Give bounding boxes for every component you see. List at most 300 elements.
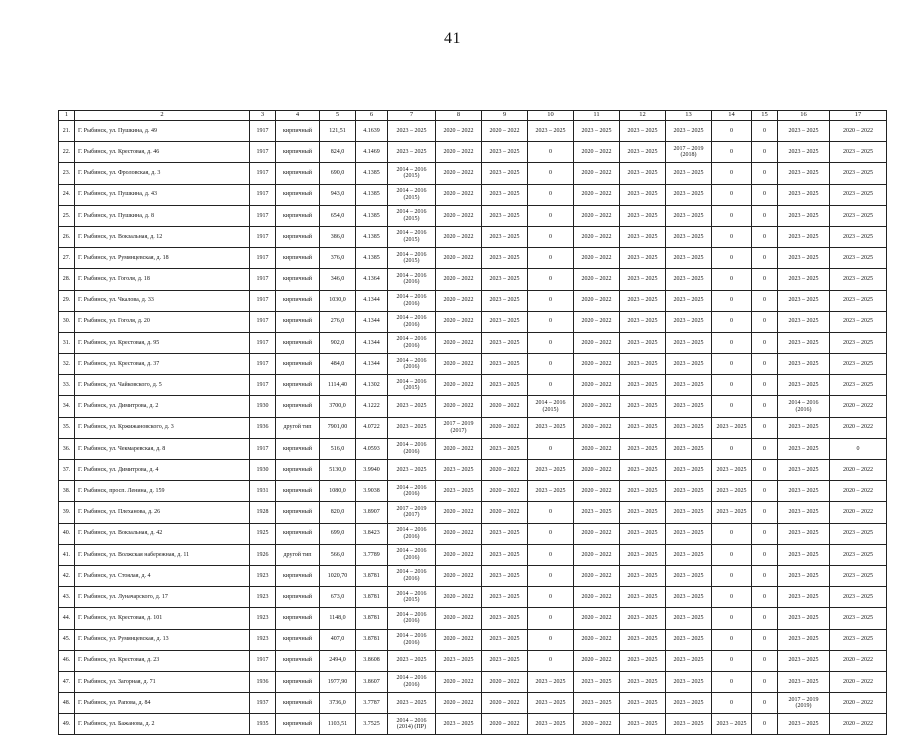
table-cell: 2023 – 2025 xyxy=(528,671,574,692)
table-cell: кирпичный xyxy=(276,587,320,608)
address-cell: Г. Рыбинск, ул. Пушкина, д. 43 xyxy=(75,184,250,205)
table-cell: 32. xyxy=(59,354,75,375)
table-cell: 0 xyxy=(712,290,752,311)
table-cell: 2023 – 2025 xyxy=(620,184,666,205)
table-cell: 654,0 xyxy=(320,205,356,226)
table-cell: 1917 xyxy=(250,226,276,247)
column-header: 16 xyxy=(778,111,830,121)
table-cell: 1923 xyxy=(250,565,276,586)
table-cell: 2020 – 2022 xyxy=(830,502,887,523)
column-header: 10 xyxy=(528,111,574,121)
table-cell: 2020 – 2022 xyxy=(574,587,620,608)
table-cell: 0 xyxy=(712,184,752,205)
table-cell: 2014 – 2016 (2016) xyxy=(388,608,436,629)
table-cell: 2023 – 2025 xyxy=(666,269,712,290)
table-cell: 2020 – 2022 xyxy=(574,375,620,396)
table-cell: 2023 – 2025 xyxy=(620,205,666,226)
table-cell: 2023 – 2025 xyxy=(436,481,482,502)
column-header: 4 xyxy=(276,111,320,121)
table-cell: 2023 – 2025 xyxy=(666,629,712,650)
table-row xyxy=(59,269,887,290)
table-cell: 2023 – 2025 xyxy=(666,163,712,184)
table-cell: 1923 xyxy=(250,587,276,608)
table-cell: 0 xyxy=(752,608,778,629)
table-row xyxy=(59,460,887,481)
address-cell: Г. Рыбинск, ул. Вокзальная, д. 12 xyxy=(75,226,250,247)
table-cell: 484,0 xyxy=(320,354,356,375)
table-row xyxy=(59,163,887,184)
table-cell: 2023 – 2025 xyxy=(620,332,666,353)
table-cell: 2023 – 2025 xyxy=(482,523,528,544)
table-cell: 1977,90 xyxy=(320,671,356,692)
table-cell: 0 xyxy=(712,396,752,417)
table-cell: 2020 – 2022 xyxy=(436,396,482,417)
table-cell: 2023 – 2025 xyxy=(666,375,712,396)
table-cell: 0 xyxy=(528,142,574,163)
table-cell: 30. xyxy=(59,311,75,332)
table-cell: 2023 – 2025 xyxy=(620,375,666,396)
table-cell: 2023 – 2025 xyxy=(778,460,830,481)
table-cell: 0 xyxy=(528,650,574,671)
table-cell: 0 xyxy=(830,438,887,459)
table-cell: 1080,0 xyxy=(320,481,356,502)
address-cell: Г. Рыбинск, ул. Димитрова, д. 2 xyxy=(75,396,250,417)
table-row xyxy=(59,226,887,247)
table-cell: кирпичный xyxy=(276,290,320,311)
table-cell: 0 xyxy=(528,226,574,247)
table-cell: 2023 – 2025 xyxy=(778,205,830,226)
table-cell: 2023 – 2025 xyxy=(574,693,620,714)
table-cell: кирпичный xyxy=(276,671,320,692)
table-cell: 376,0 xyxy=(320,248,356,269)
column-header: 12 xyxy=(620,111,666,121)
table-cell: 31. xyxy=(59,332,75,353)
table-cell: 2023 – 2025 xyxy=(778,565,830,586)
table-cell: 2023 – 2025 xyxy=(778,544,830,565)
column-header: 5 xyxy=(320,111,356,121)
table-cell: 0 xyxy=(752,671,778,692)
table-cell: 516,0 xyxy=(320,438,356,459)
table-cell: 2023 – 2025 xyxy=(482,163,528,184)
table-cell: 2023 – 2025 xyxy=(830,248,887,269)
table-cell: 1917 xyxy=(250,184,276,205)
table-cell: 2020 – 2022 xyxy=(574,226,620,247)
table-cell: 2023 – 2025 xyxy=(620,226,666,247)
table-cell: 2023 – 2025 xyxy=(482,375,528,396)
table-cell: 2023 – 2025 xyxy=(620,163,666,184)
table-cell: 1917 xyxy=(250,121,276,142)
table-cell: 2023 – 2025 xyxy=(482,544,528,565)
address-cell: Г. Рыбинск, ул. Гоголя, д. 18 xyxy=(75,269,250,290)
table-cell: 2023 – 2025 xyxy=(666,184,712,205)
table-cell: 3.8781 xyxy=(356,565,388,586)
table-cell: 3.7525 xyxy=(356,714,388,735)
table-cell: 2020 – 2022 xyxy=(830,714,887,735)
table-cell: кирпичный xyxy=(276,332,320,353)
table-cell: 2023 – 2025 xyxy=(620,587,666,608)
table-cell: 3.8781 xyxy=(356,629,388,650)
table-cell: 2023 – 2025 xyxy=(620,629,666,650)
table-cell: 2023 – 2025 xyxy=(666,248,712,269)
table-cell: 2023 – 2025 xyxy=(778,375,830,396)
table-cell: 2014 – 2016 (2015) xyxy=(388,226,436,247)
table-cell: 0 xyxy=(528,184,574,205)
table-cell: 2014 – 2016 (2015) xyxy=(388,184,436,205)
table-cell: 25. xyxy=(59,205,75,226)
table-cell: 4.1385 xyxy=(356,184,388,205)
table-cell: 2023 – 2025 xyxy=(528,714,574,735)
address-cell: Г. Рыбинск, ул. Фроловская, д. 3 xyxy=(75,163,250,184)
table-cell: 386,0 xyxy=(320,226,356,247)
table-cell: 0 xyxy=(752,693,778,714)
table-cell: 2023 – 2025 xyxy=(574,502,620,523)
table-cell: 2023 – 2025 xyxy=(482,142,528,163)
table-cell: 2023 – 2025 xyxy=(666,523,712,544)
table-cell: 2023 – 2025 xyxy=(620,269,666,290)
table-cell: кирпичный xyxy=(276,311,320,332)
table-cell: 37. xyxy=(59,460,75,481)
table-cell: 0 xyxy=(528,248,574,269)
table-cell: 2023 – 2025 xyxy=(778,311,830,332)
table-cell: 2023 – 2025 xyxy=(528,121,574,142)
table-cell: 2020 – 2022 xyxy=(482,396,528,417)
table-cell: 1930 xyxy=(250,396,276,417)
table-cell: 2014 – 2016 (2015) xyxy=(388,248,436,269)
table-cell: 2020 – 2022 xyxy=(830,460,887,481)
column-header: 7 xyxy=(388,111,436,121)
table-body xyxy=(59,121,887,735)
table-cell: кирпичный xyxy=(276,608,320,629)
table-cell: 690,0 xyxy=(320,163,356,184)
table-cell: 0 xyxy=(752,523,778,544)
address-cell: Г. Рыбинск, ул. Загорная, д. 71 xyxy=(75,671,250,692)
table-cell: 2023 – 2025 xyxy=(778,629,830,650)
table-cell: 2023 – 2025 xyxy=(388,417,436,438)
table-cell: 29. xyxy=(59,290,75,311)
table-cell: 0 xyxy=(752,269,778,290)
table-cell: 2014 – 2016 (2016) xyxy=(388,269,436,290)
table-cell: 2023 – 2025 xyxy=(666,290,712,311)
table-cell: 2020 – 2022 xyxy=(436,248,482,269)
table-cell: 4.1385 xyxy=(356,248,388,269)
address-cell: Г. Рыбинск, ул. Стоялая, д. 4 xyxy=(75,565,250,586)
table-cell: 2023 – 2025 xyxy=(388,121,436,142)
table-cell: 2023 – 2025 xyxy=(482,290,528,311)
table-cell: 2020 – 2022 xyxy=(436,290,482,311)
table-cell: 0 xyxy=(752,544,778,565)
table-cell: 2020 – 2022 xyxy=(574,544,620,565)
table-cell: 2020 – 2022 xyxy=(574,481,620,502)
table-cell: 3.9038 xyxy=(356,481,388,502)
table-cell: 2023 – 2025 xyxy=(620,544,666,565)
table-cell: 26. xyxy=(59,226,75,247)
table-cell: 2023 – 2025 xyxy=(620,671,666,692)
table-cell: 0 xyxy=(528,375,574,396)
address-cell: Г. Рыбинск, ул. Луначарского, д. 17 xyxy=(75,587,250,608)
table-cell: 0 xyxy=(752,481,778,502)
table-cell: 2023 – 2025 xyxy=(830,354,887,375)
table-cell: 673,0 xyxy=(320,587,356,608)
table-cell: 2020 – 2022 xyxy=(574,714,620,735)
table-cell: 1030,0 xyxy=(320,290,356,311)
table-cell: 2023 – 2025 xyxy=(620,565,666,586)
table-row xyxy=(59,438,887,459)
table-cell: 2023 – 2025 xyxy=(666,332,712,353)
table-cell: 0 xyxy=(528,269,574,290)
table-cell: 2023 – 2025 xyxy=(620,417,666,438)
table-cell: 2023 – 2025 xyxy=(830,375,887,396)
table-cell: 2020 – 2022 xyxy=(574,565,620,586)
table-cell: 0 xyxy=(752,438,778,459)
table-cell: 2023 – 2025 xyxy=(712,417,752,438)
table-cell: 2023 – 2025 xyxy=(666,671,712,692)
table-cell: 2017 – 2019 (2017) xyxy=(388,502,436,523)
table-cell: 1917 xyxy=(250,142,276,163)
table-cell: 2020 – 2022 xyxy=(574,650,620,671)
table-cell: 2023 – 2025 xyxy=(830,332,887,353)
table-cell: 2023 – 2025 xyxy=(666,502,712,523)
table-cell: 3.7789 xyxy=(356,544,388,565)
table-cell: 2023 – 2025 xyxy=(666,438,712,459)
table-cell: 2023 – 2025 xyxy=(620,714,666,735)
table-cell: 2014 – 2016 (2016) xyxy=(388,354,436,375)
table-cell: 2023 – 2025 xyxy=(620,481,666,502)
address-cell: Г. Рыбинск, ул. Пушкина, д. 8 xyxy=(75,205,250,226)
table-cell: 0 xyxy=(712,332,752,353)
table-cell: кирпичный xyxy=(276,226,320,247)
table-cell: 2023 – 2025 xyxy=(778,248,830,269)
table-cell: 2020 – 2022 xyxy=(436,671,482,692)
table-cell: 0 xyxy=(528,502,574,523)
table-cell: 2017 – 2019 (2018) xyxy=(666,142,712,163)
table-cell: 1935 xyxy=(250,714,276,735)
table-cell: 2014 – 2016 (2016) xyxy=(388,544,436,565)
table-cell: 0 xyxy=(528,332,574,353)
table-cell: 2014 – 2016 (2015) xyxy=(528,396,574,417)
table-cell: 2023 – 2025 xyxy=(778,608,830,629)
table-cell: 2014 – 2016 (2015) xyxy=(388,205,436,226)
table-cell: кирпичный xyxy=(276,502,320,523)
table-cell: 4.1639 xyxy=(356,121,388,142)
table-cell: 0 xyxy=(752,587,778,608)
table-cell: 0 xyxy=(752,714,778,735)
table-cell: 2020 – 2022 xyxy=(482,502,528,523)
table-cell: 1917 xyxy=(250,311,276,332)
table-cell: 1930 xyxy=(250,460,276,481)
address-cell: Г. Рыбинск, ул. Крестовая, д. 37 xyxy=(75,354,250,375)
table-cell: 0 xyxy=(528,438,574,459)
data-table xyxy=(58,110,887,735)
table-cell: 4.0593 xyxy=(356,438,388,459)
table-cell: 2023 – 2025 xyxy=(666,226,712,247)
table-cell: 2023 – 2025 xyxy=(620,460,666,481)
table-cell: 4.1469 xyxy=(356,142,388,163)
table-cell: 2014 – 2016 (2016) xyxy=(388,481,436,502)
table-cell: 2020 – 2022 xyxy=(574,332,620,353)
address-cell: Г. Рыбинск, ул. Чайковского, д. 5 xyxy=(75,375,250,396)
table-cell: 0 xyxy=(528,523,574,544)
address-cell: Г. Рыбинск, ул. Волжская набережная, д. 11 xyxy=(75,544,250,565)
table-cell: кирпичный xyxy=(276,269,320,290)
table-cell: 2023 – 2025 xyxy=(620,142,666,163)
table-row xyxy=(59,587,887,608)
table-cell: 2020 – 2022 xyxy=(436,629,482,650)
table-cell: 2020 – 2022 xyxy=(436,438,482,459)
table-cell: 2023 – 2025 xyxy=(620,311,666,332)
table-cell: 2023 – 2025 xyxy=(482,226,528,247)
table-cell: 3.8423 xyxy=(356,523,388,544)
table-cell: 4.1344 xyxy=(356,332,388,353)
table-cell: 2023 – 2025 xyxy=(620,608,666,629)
table-cell: 2023 – 2025 xyxy=(830,587,887,608)
table-cell: 4.1385 xyxy=(356,205,388,226)
table-cell: 0 xyxy=(712,587,752,608)
table-cell: 36. xyxy=(59,438,75,459)
table-cell: 2020 – 2022 xyxy=(574,396,620,417)
table-cell: 24. xyxy=(59,184,75,205)
table-cell: 0 xyxy=(712,375,752,396)
table-cell: 4.1344 xyxy=(356,354,388,375)
table-cell: 2023 – 2025 xyxy=(666,354,712,375)
table-row xyxy=(59,332,887,353)
address-cell: Г. Рыбинск, ул. Пушкина, д. 49 xyxy=(75,121,250,142)
table-cell: 2023 – 2025 xyxy=(620,121,666,142)
table-cell: 824,0 xyxy=(320,142,356,163)
table-cell: 2020 – 2022 xyxy=(830,671,887,692)
address-cell: Г. Рыбинск, ул. Румянцевская, д. 18 xyxy=(75,248,250,269)
table-cell: 44. xyxy=(59,608,75,629)
table-cell: 2023 – 2025 xyxy=(482,269,528,290)
table-cell: 2020 – 2022 xyxy=(436,502,482,523)
table-cell: 2023 – 2025 xyxy=(528,460,574,481)
table-cell: 2020 – 2022 xyxy=(574,460,620,481)
table-cell: 2014 – 2016 (2015) xyxy=(388,163,436,184)
table-cell: 1917 xyxy=(250,290,276,311)
table-cell: 2023 – 2025 xyxy=(620,502,666,523)
table-cell: 2023 – 2025 xyxy=(778,417,830,438)
address-cell: Г. Рыбинск, ул. Кржижановского, д. 3 xyxy=(75,417,250,438)
table-row xyxy=(59,714,887,735)
address-cell: Г. Рыбинск, ул. Крестовая, д. 101 xyxy=(75,608,250,629)
table-cell: 2020 – 2022 xyxy=(436,565,482,586)
table-cell: 47. xyxy=(59,671,75,692)
table-cell: 2023 – 2025 xyxy=(574,121,620,142)
table-cell: 3.9940 xyxy=(356,460,388,481)
column-header: 8 xyxy=(436,111,482,121)
table-cell: 2023 – 2025 xyxy=(528,693,574,714)
address-cell: Г. Рыбинск, ул. Крестовая, д. 46 xyxy=(75,142,250,163)
table-cell: 0 xyxy=(752,311,778,332)
table-cell: 1936 xyxy=(250,417,276,438)
column-header: 14 xyxy=(712,111,752,121)
table-cell: 1917 xyxy=(250,269,276,290)
table-cell: 2020 – 2022 xyxy=(482,671,528,692)
table-cell: 2023 – 2025 xyxy=(830,226,887,247)
table-cell: 0 xyxy=(528,565,574,586)
table-cell: 1917 xyxy=(250,650,276,671)
table-cell: 2023 – 2025 xyxy=(778,650,830,671)
table-cell: 0 xyxy=(712,544,752,565)
table-cell: кирпичный xyxy=(276,460,320,481)
column-header: 17 xyxy=(830,111,887,121)
table-cell: 2014 – 2016 (2016) xyxy=(388,438,436,459)
address-cell: Г. Рыбинск, ул. Крестовая, д. 23 xyxy=(75,650,250,671)
table-cell: 1931 xyxy=(250,481,276,502)
table-cell: кирпичный xyxy=(276,481,320,502)
table-cell: 2023 – 2025 xyxy=(666,587,712,608)
table-cell: 2020 – 2022 xyxy=(436,354,482,375)
table-cell: 0 xyxy=(712,142,752,163)
table-cell: 2014 – 2016 (2016) xyxy=(778,396,830,417)
table-cell: 1917 xyxy=(250,248,276,269)
table-cell: 4.0722 xyxy=(356,417,388,438)
table-cell: 2020 – 2022 xyxy=(436,332,482,353)
table-cell: 2023 – 2025 xyxy=(620,248,666,269)
table-cell: 0 xyxy=(712,608,752,629)
table-cell: 2020 – 2022 xyxy=(436,523,482,544)
table-cell: 2023 – 2025 xyxy=(388,396,436,417)
table-cell: 2020 – 2022 xyxy=(574,290,620,311)
table-cell: 2014 – 2016 (2016) xyxy=(388,629,436,650)
table-cell: 1923 xyxy=(250,629,276,650)
table-row xyxy=(59,375,887,396)
table-cell: 2023 – 2025 xyxy=(666,311,712,332)
table-cell: 2023 – 2025 xyxy=(388,460,436,481)
table-cell: кирпичный xyxy=(276,354,320,375)
table-cell: 2023 – 2025 xyxy=(712,714,752,735)
table-cell: 0 xyxy=(712,523,752,544)
table-cell: 2023 – 2025 xyxy=(666,481,712,502)
address-cell: Г. Рыбинск, просп. Ленина, д. 159 xyxy=(75,481,250,502)
table-cell: 0 xyxy=(528,290,574,311)
table-cell: 2023 – 2025 xyxy=(712,460,752,481)
table-cell: 0 xyxy=(528,629,574,650)
table-cell: 0 xyxy=(712,671,752,692)
table-cell: 0 xyxy=(712,248,752,269)
table-cell: 2023 – 2025 xyxy=(482,205,528,226)
table-cell: 4.1222 xyxy=(356,396,388,417)
table-cell: 902,0 xyxy=(320,332,356,353)
address-cell: Г. Рыбинск, ул. Димитрова, д. 4 xyxy=(75,460,250,481)
table-cell: 3.8907 xyxy=(356,502,388,523)
column-header: 1 xyxy=(59,111,75,121)
table-cell: 2023 – 2025 xyxy=(830,184,887,205)
table-cell: 2017 – 2019 (2019) xyxy=(778,693,830,714)
address-cell: Г. Рыбинск, ул. Чекмаревская, д. 8 xyxy=(75,438,250,459)
table-cell: кирпичный xyxy=(276,163,320,184)
table-cell: 2020 – 2022 xyxy=(574,184,620,205)
table-cell: 0 xyxy=(752,184,778,205)
table-cell: 2020 – 2022 xyxy=(574,142,620,163)
table-cell: кирпичный xyxy=(276,248,320,269)
table-cell: 2023 – 2025 xyxy=(666,544,712,565)
table-cell: 4.1344 xyxy=(356,311,388,332)
table-cell: 2023 – 2025 xyxy=(666,565,712,586)
table-cell: 2020 – 2022 xyxy=(436,226,482,247)
table-cell: 1917 xyxy=(250,438,276,459)
table-cell: 1114,40 xyxy=(320,375,356,396)
table-cell: 28. xyxy=(59,269,75,290)
table-cell: 41. xyxy=(59,544,75,565)
column-header: 6 xyxy=(356,111,388,121)
table-cell: 2023 – 2025 xyxy=(830,290,887,311)
table-cell: кирпичный xyxy=(276,523,320,544)
table-cell: 2020 – 2022 xyxy=(436,693,482,714)
table-cell: 0 xyxy=(712,650,752,671)
table-row xyxy=(59,693,887,714)
table-cell: 2023 – 2025 xyxy=(620,693,666,714)
table-cell: 2020 – 2022 xyxy=(482,460,528,481)
